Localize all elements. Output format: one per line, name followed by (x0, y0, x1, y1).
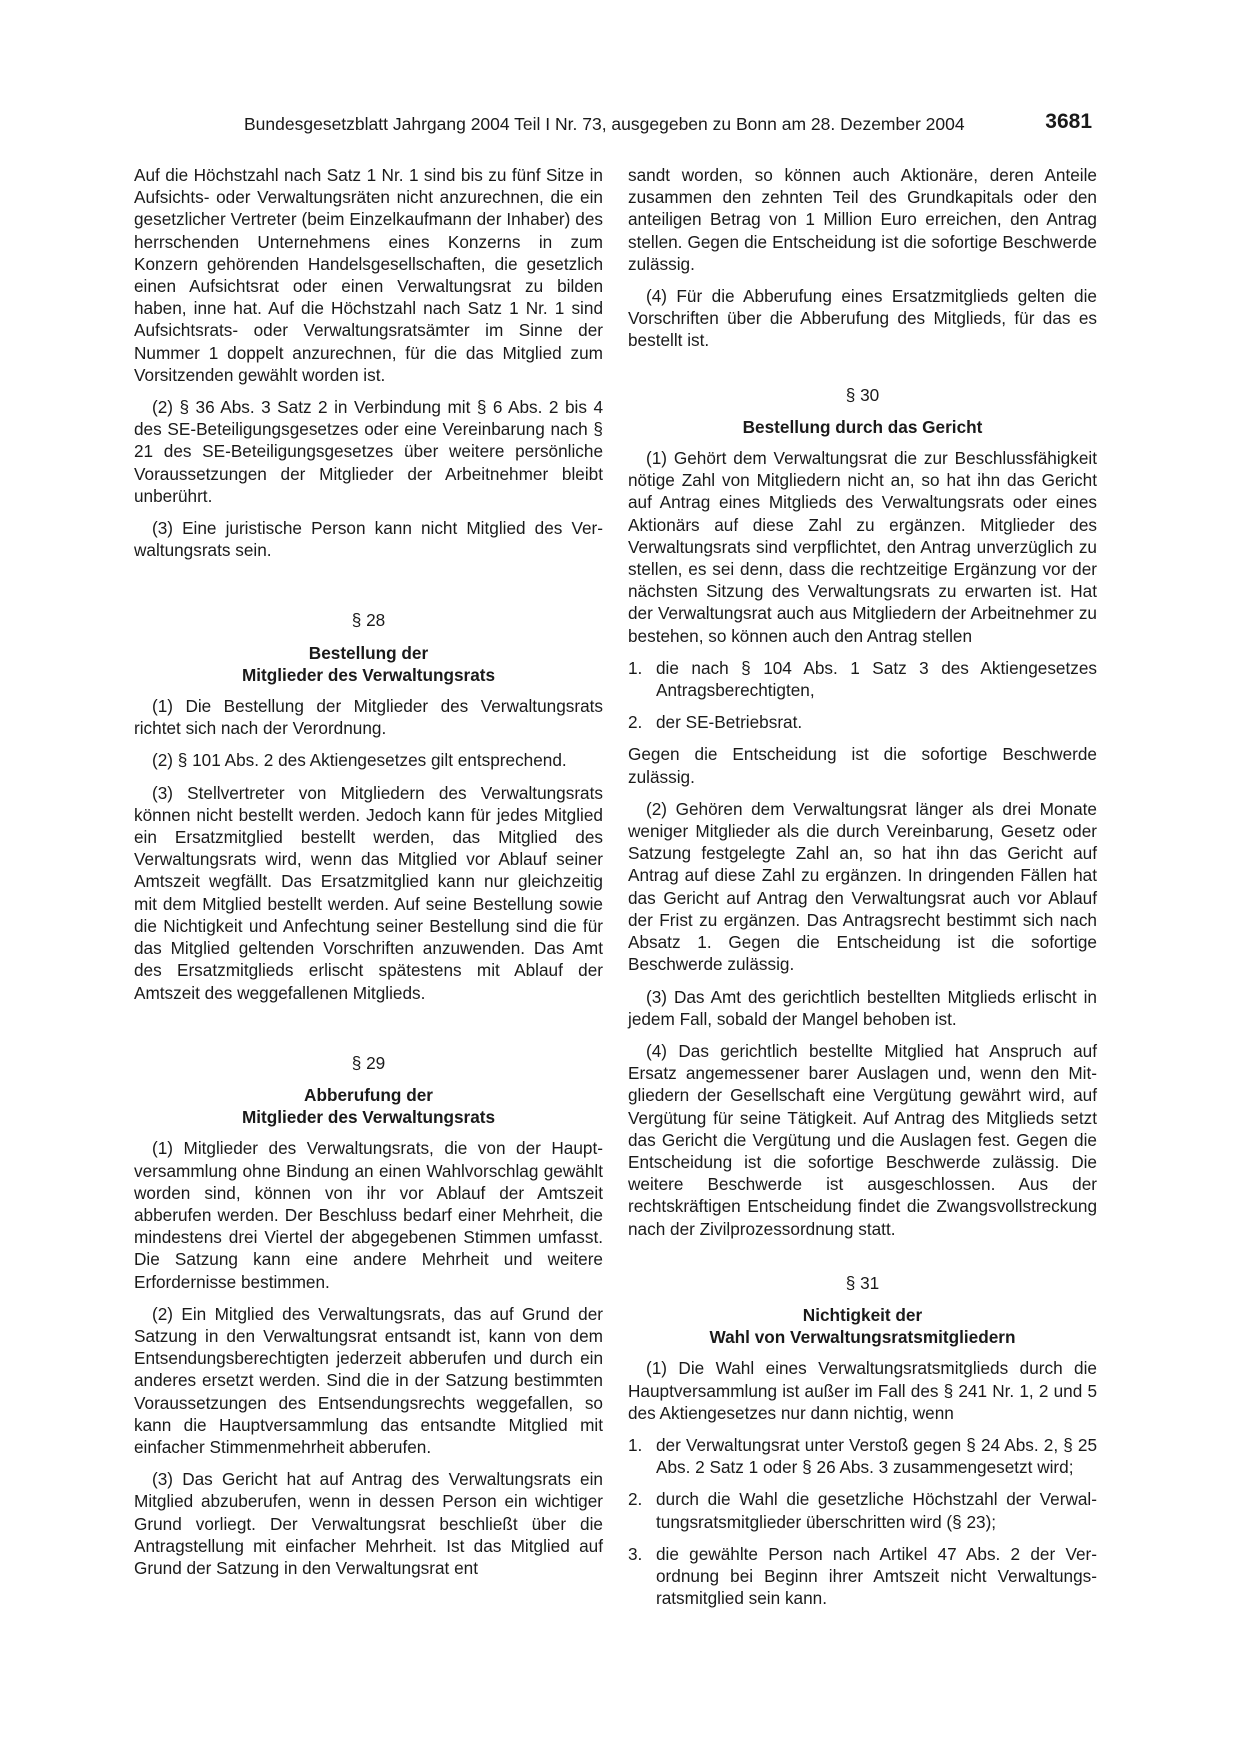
left-column (134, 164, 603, 1589)
paragraph: (3) Das Amt des gerichtlich bestellten Mitglieds erlischt in jedem Fall, sobald der Mangel behoben ist. (628, 986, 1097, 1029)
paragraph: (2) § 36 Abs. 3 Satz 2 in Verbindung mit § 6 Abs. 2 bis 4 des SE-Beteiligungsgesetzes oder eine Vereinbarung nach § 21 des SE-Beteiligungsgesetzes über weitere persönliche Voraussetzungen der Mitglieder der Arbeitnehmer bleibt unberührt. (134, 397, 603, 506)
paragraph: (1) Gehört dem Verwaltungsrat die zur Beschlussfähigkeit nötige Zahl von Mitgliedern nicht an, so hat ihn das Gericht auf Antrag eines Mitglieds des Verwaltungsrats oder eines Aktionärs auf diese Zahl zu ergänzen. Mitglieder des Verwaltungsrats sind verpflichtet, den Antrag unverzüglich zu stellen, es sei denn, dass die rechtzeitige Ergänzung vor der nächsten Sitzung des Verwaltungsrats zu erwarten ist. Hat der Verwaltungsrat auch aus Mitgliedern der Arbeitnehmer zu bestehen, so können auch den Antrag stellen (628, 448, 1097, 646)
section-title-line: Abberufung der (304, 1084, 433, 1105)
list-item-text: die nach § 104 Abs. 1 Satz 3 des Aktiengesetzes Antragsberechtigten, (656, 657, 1097, 701)
section-title-line: Nichtigkeit der (802, 1304, 923, 1325)
paragraph: (1) Mitglieder des Verwaltungsrats, die von der Hauptversammlung ohne Bindung an einen Wahlvorschlag gewählt worden sind, können von ihr vor Ablauf der Amtszeit abberufen werden. Der Beschluss bedarf einer Mehrheit, die mindestens drei Viertel der abgegebenen Stimmen umfasst. Die Satzung kann eine andere Mehrheit und weitere Erfordernisse bestimmen. (134, 1138, 603, 1292)
section-30-heading (628, 384, 1097, 438)
list-item (628, 711, 1097, 733)
paragraph: (2) § 101 Abs. 2 des Aktiengesetzes gilt entsprechend. (152, 750, 567, 771)
section-title: Bestellung durch das Gericht (742, 416, 983, 437)
list-item-text: durch die Wahl die gesetzliche Höchstzahl der Verwaltungsratsmitglieder überschritten wird (§ 23); (656, 1489, 1097, 1532)
list-item-number: 3. (628, 1543, 643, 1564)
section-title (134, 1084, 603, 1128)
paragraph: (2) Ein Mitglied des Verwaltungsrats, das auf Grund der Satzung in den Verwaltungsrat entsandt ist, kann von dem Entsendungsberechtigten jederzeit abberufen und durch ein anderes ersetzt werden. Sind die in der Satzung bestimmten Voraussetzungen des Entsendungsrechts weggefallen, so kann die Hauptversammlung das entsandte Mitglied mit einfacher Stimmenmehrheit abberufen. (134, 1303, 603, 1457)
paragraph: (1) Die Wahl eines Verwaltungsratsmitglieds durch die Hauptversammlung ist außer im Fall des § 241 Nr. 1, 2 und 5 des Aktiengesetzes nur dann nichtig, wenn (628, 1358, 1097, 1423)
section-title-line: Mitglieder des Verwaltungsrats (241, 1107, 496, 1128)
paragraph: (4) Das gerichtlich bestellte Mitglied hat Anspruch auf Ersatz angemessener barer Auslagen und, wenn den Mitgliedern der Gesellschaft eine Vergütung gewährt wird, auf Vergütung für seine Tätigkeit. Auf Antrag des Mitglieds setzt das Gericht die Vergütung und die Auslagen fest. Gegen die Entscheidung ist die sofortige Beschwerde zulässig. Die weitere Beschwerde ist ausgeschlossen. Aus der rechtskräftigen Entscheidung findet die Zwangsvollstreckung nach der Zivilprozessordnung statt. (628, 1040, 1097, 1239)
paragraph: sandt worden, so können auch Aktionäre, deren Anteile zusammen den zehnten Teil des Grundkapitals oder den anteiligen Betrag von 1 Million Euro erreichen, den Antrag stellen. Gegen die Entscheidung ist die sofortige Beschwerde zulässig. (628, 165, 1097, 274)
paragraph: (3) Eine juristische Person kann nicht Mitglied des Verwaltungsrats sein. (134, 518, 603, 561)
section-29-heading (134, 1052, 603, 1129)
list-item-text: die gewählte Person nach Artikel 47 Abs. 2 der Verordnung bei Beginn ihrer Amtszeit nicht Verwaltungsratsmitglied sein kann. (656, 1543, 1097, 1609)
list-item (628, 1543, 1097, 1610)
paragraph: (3) Das Gericht hat auf Antrag des Verwaltungsrats ein Mitglied abzuberufen, wenn in dessen Person ein wichtiger Grund vorliegt. Der Verwaltungsrat beschließt über die Antragstellung mit einfacher Mehrheit. Ist das Mitglied auf Grund der Satzung in den Verwaltungsrat ent (134, 1469, 603, 1578)
list-item-text: der SE-Betriebsrat. (656, 712, 803, 733)
section-number: § 30 (845, 384, 880, 405)
list-item-number: 1. (628, 657, 643, 678)
section-title-line: Bestellung der (308, 642, 429, 663)
paragraph: (1) Die Bestellung der Mitglieder des Verwaltungsrats richtet sich nach der Verordnung. (134, 696, 603, 739)
section-31-heading (628, 1272, 1097, 1349)
list-item (628, 1434, 1097, 1478)
section-number: § 29 (351, 1052, 386, 1073)
list-item (628, 657, 1097, 701)
section-title (134, 642, 603, 686)
right-column (628, 164, 1097, 1619)
list-item (628, 1488, 1097, 1532)
paragraph: Auf die Höchstzahl nach Satz 1 Nr. 1 sind bis zu fünf Sitze in Aufsichts- oder Verwaltungsräten nicht anzurechnen, die ein gesetzlicher Vertreter (beim Einzelkaufmann der Inhaber) des herrschenden Unternehmens eines Konzerns in zum Konzern gehörenden Handelsgesellschaften, die gesetzlich einen Aufsichtsrat oder einen Verwaltungsrat zu bilden haben, inne hat. Auf die Höchstzahl nach Satz 1 Nr. 1 sind Aufsichtsrats- oder Verwaltungsratsämter im Sinne der Nummer 1 doppelt anzurechnen, für die das Mitglied zum Vorsitzenden gewählt worden ist. (134, 165, 603, 385)
numbered-list (628, 1434, 1097, 1609)
section-number: § 28 (351, 610, 386, 631)
section-title (628, 1304, 1097, 1348)
numbered-list (628, 657, 1097, 734)
paragraph: Gegen die Entscheidung ist die sofortige Beschwerde zulässig. (628, 744, 1097, 787)
list-item-number: 2. (628, 712, 643, 733)
section-title-line: Mitglieder des Verwaltungsrats (241, 664, 496, 685)
paragraph: (3) Stellvertreter von Mitgliedern des Verwaltungsrats können nicht bestellt werden. Jedoch kann für jedes Mitglied ein Ersatzmitglied bestellt werden, das Mitglied des Verwaltungsrats wird, wenn das Mitglied vor Ablauf seiner Amtszeit wegfällt. Das Ersatzmitglied kann nur gleichzeitig mit dem Mitglied bestellt werden. Auf seine Bestellung sowie die Nichtigkeit und Anfechtung seiner Bestellung sind die für das Mitglied geltenden Vorschriften anzuwenden. Das Amt des Ersatzmitglieds erlischt spätestens mit Ablauf der Amtszeit des weggefallenen Mitglieds. (134, 782, 603, 1003)
list-item-text: der Verwaltungsrat unter Verstoß gegen § 24 Abs. 2, § 25 Abs. 2 Satz 1 oder § 26 Abs. 3 zusammengesetzt wird; (656, 1434, 1097, 1478)
page-number: 3681 (1045, 110, 1092, 133)
page-header (244, 110, 1092, 140)
list-item-number: 1. (628, 1434, 643, 1455)
paragraph: (4) Für die Abberufung eines Ersatzmitglieds gelten die Vorschriften über die Abberufung des Mitglieds, für das es bestellt ist. (628, 286, 1097, 351)
section-number: § 31 (845, 1272, 880, 1293)
paragraph: (2) Gehören dem Verwaltungsrat länger als drei Monate weniger Mitglieder als die durch Vereinbarung, Gesetz oder Satzung festgelegte Zahl an, so hat ihn das Gericht auf Antrag auf diese Zahl zu ergänzen. In dringenden Fällen hat das Gericht auf Antrag den Verwaltungsrat auch vor Ablauf der Frist zu ergänzen. Das Antragsrecht bestimmt sich nach Absatz 1. Gegen die Entscheidung ist die sofortige Beschwerde zulässig. (628, 798, 1097, 975)
section-28-heading (134, 609, 603, 686)
list-item-number: 2. (628, 1489, 643, 1510)
section-title-line: Wahl von Verwaltungsratsmitgliedern (709, 1327, 1016, 1348)
header-title: Bundesgesetzblatt Jahrgang 2004 Teil I Nr. 73, ausgegeben zu Bonn am 28. Dezember 2004 (244, 114, 965, 134)
